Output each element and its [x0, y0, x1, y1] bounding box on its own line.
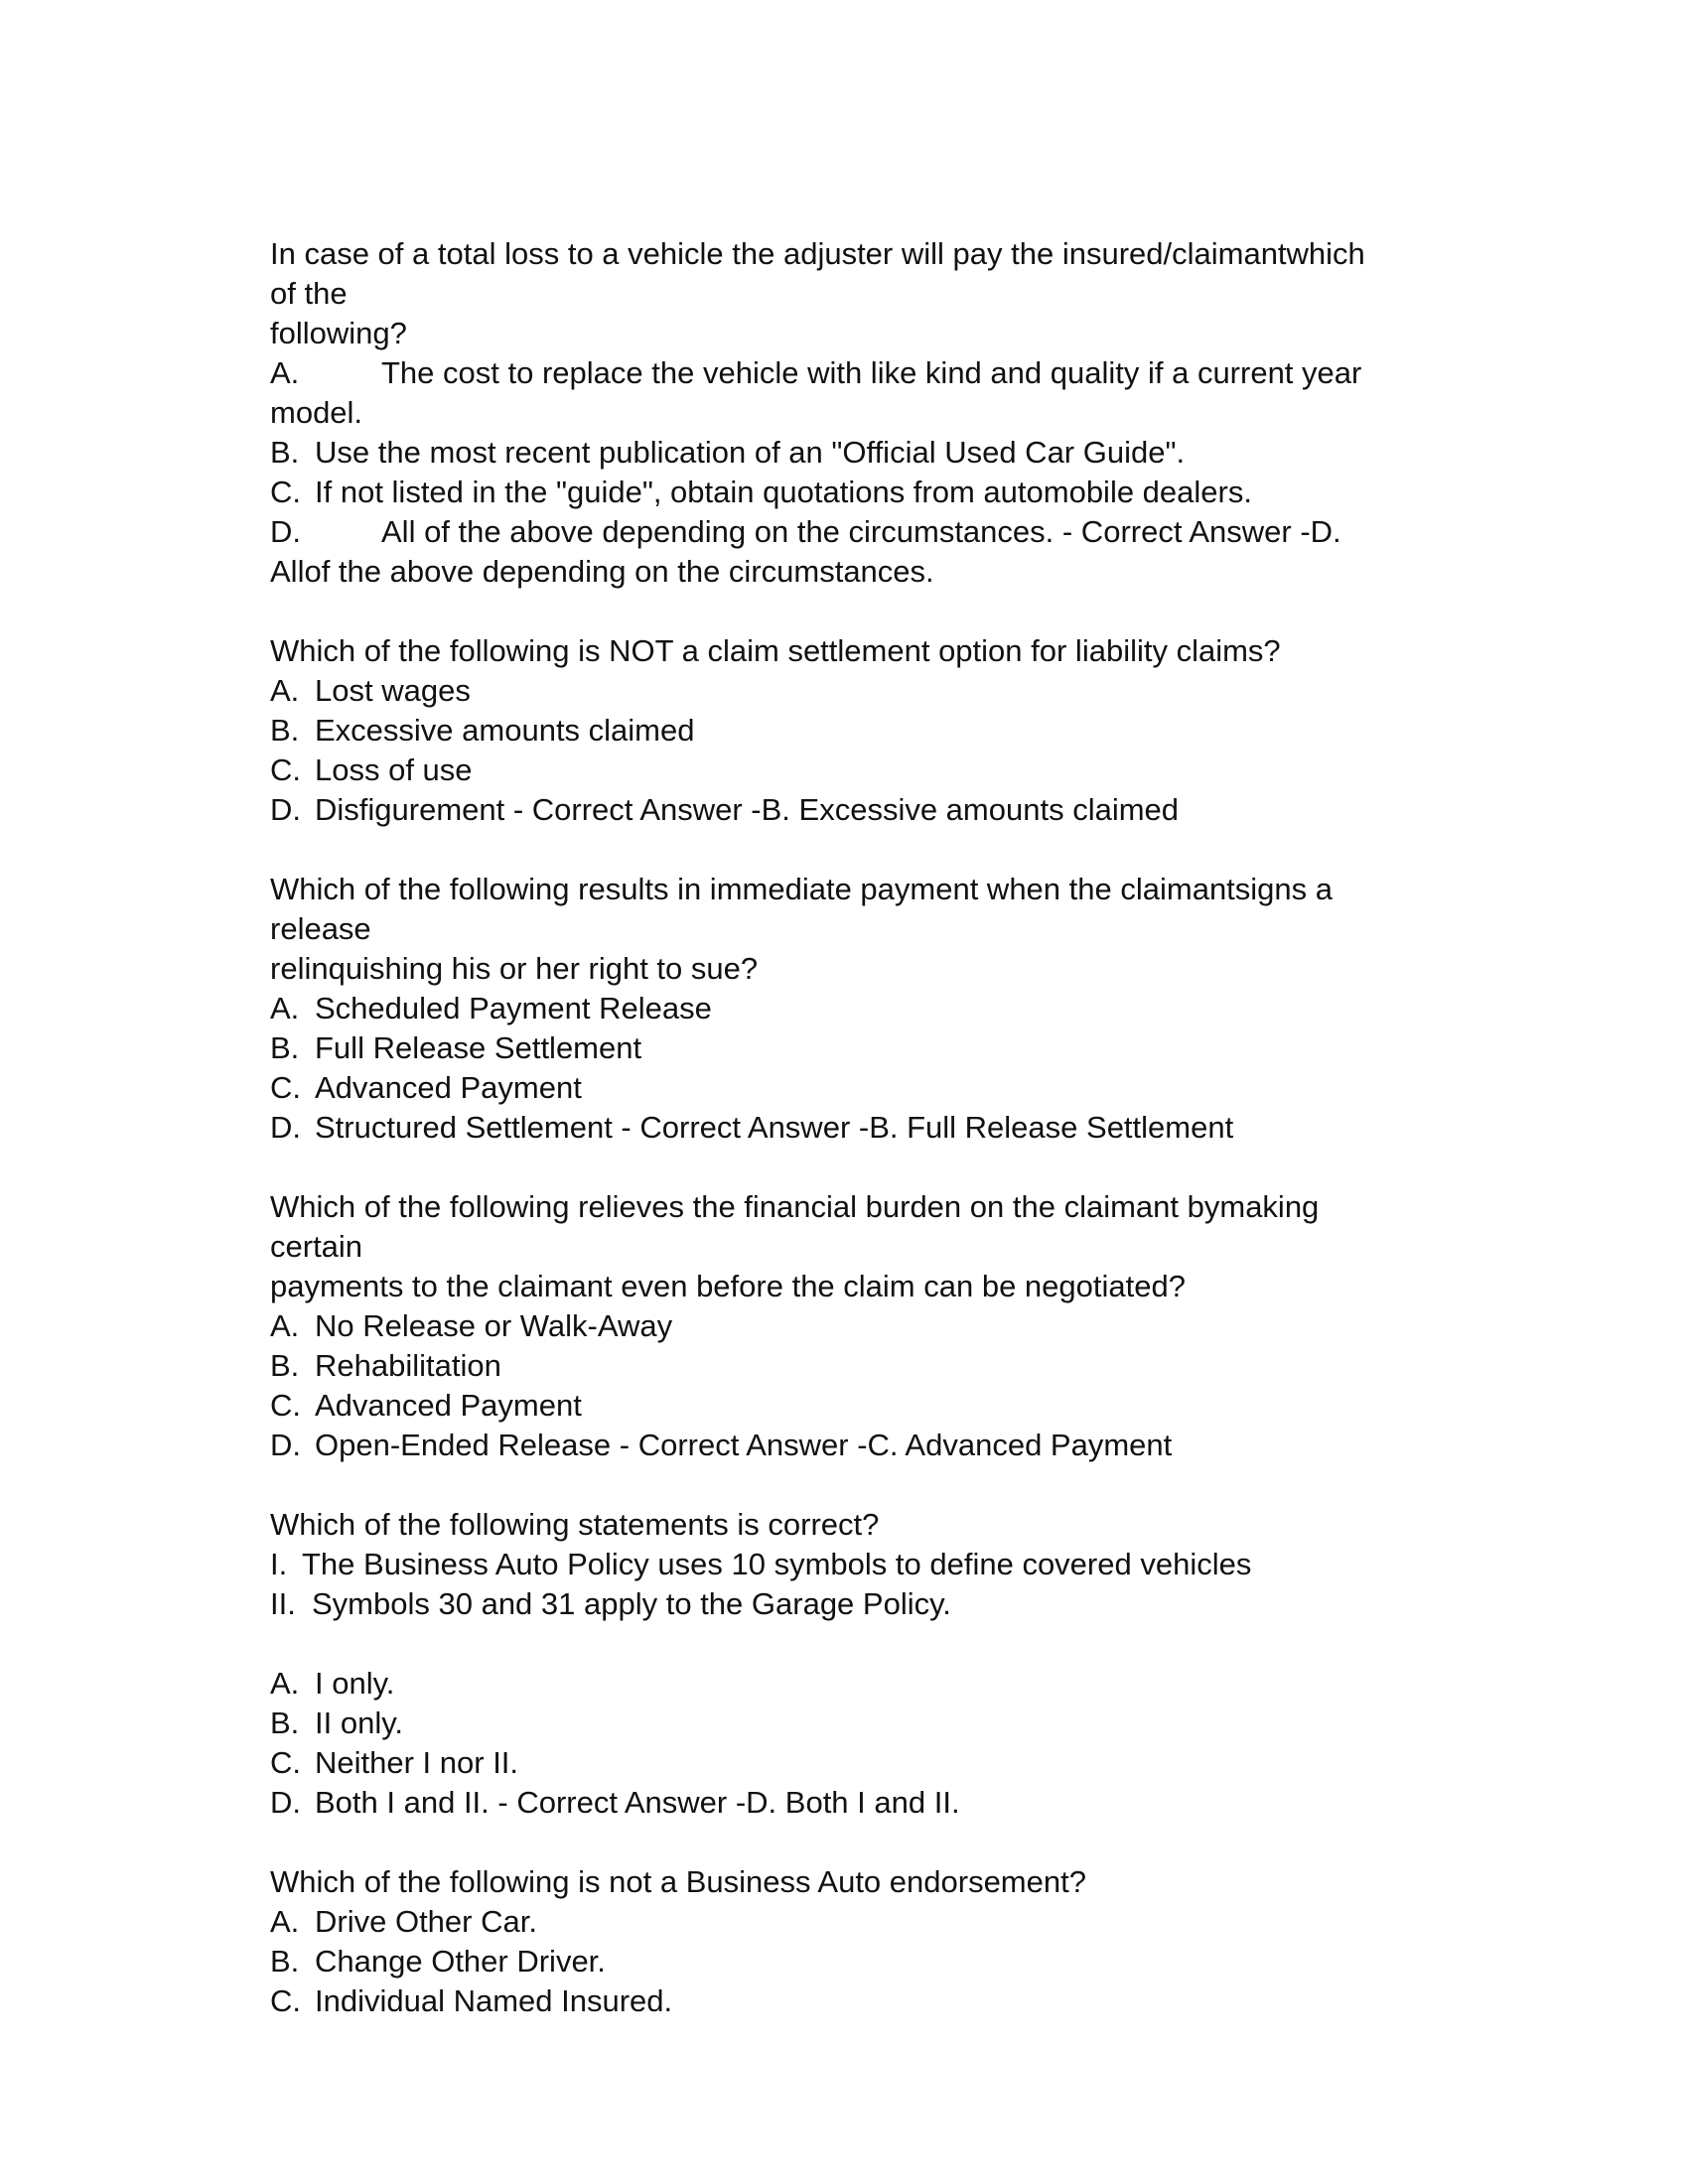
- option-letter: B.: [270, 435, 300, 470]
- option-text: All of the above depending on the circumstances. - Correct Answer -D.: [381, 514, 1341, 549]
- question-text-line: relinquishing his or her right to sue?: [270, 951, 759, 986]
- question-6: [270, 1862, 1462, 2021]
- option-letter: D.: [270, 1110, 301, 1145]
- answer-option-d: [270, 790, 1462, 830]
- question-text-line: payments to the claimant even before the claim can be negotiated?: [270, 1269, 1186, 1303]
- answer-option-a: [270, 989, 1462, 1028]
- question-text-line: Which of the following is not a Business Auto endorsement?: [270, 1864, 1086, 1899]
- answer-option-c: [270, 1743, 1462, 1783]
- option-letter: C.: [270, 1983, 301, 2018]
- answer-option-a: [270, 1664, 1462, 1704]
- statement-number: I.: [270, 1547, 288, 1581]
- option-letter: A.: [270, 991, 300, 1025]
- option-text: Use the most recent publication of an "Official Used Car Guide".: [315, 435, 1186, 470]
- option-text: Scheduled Payment Release: [315, 991, 712, 1025]
- option-text: Structured Settlement - Correct Answer -B. Full Release Settlement: [315, 1110, 1234, 1145]
- question-text-line: of the: [270, 276, 348, 311]
- answer-option-a: [270, 353, 1462, 393]
- question-5: [270, 1505, 1462, 1624]
- answer-option-a: [270, 671, 1462, 711]
- answer-option-b: [270, 1346, 1462, 1386]
- question-text-line: certain: [270, 1229, 363, 1264]
- option-letter: A.: [270, 673, 300, 708]
- option-text: Lost wages: [315, 673, 471, 708]
- option-letter: B.: [270, 1030, 300, 1065]
- question-text-line: Which of the following relieves the financial burden on the claimant bymaking: [270, 1189, 1320, 1224]
- option-letter: B.: [270, 1348, 300, 1383]
- option-letter: A.: [270, 1308, 300, 1343]
- answer-option-d: [270, 1426, 1462, 1465]
- option-letter: D.: [270, 1785, 301, 1820]
- answer-option-d: [270, 512, 1462, 552]
- question-text-line: Which of the following statements is correct?: [270, 1507, 880, 1542]
- answer-option-b: [270, 711, 1462, 751]
- option-text: Disfigurement - Correct Answer -B. Excessive amounts claimed: [315, 792, 1180, 827]
- option-text: If not listed in the "guide", obtain quotations from automobile dealers.: [315, 475, 1252, 509]
- option-text: Drive Other Car.: [315, 1904, 537, 1939]
- option-text: Advanced Payment: [315, 1070, 582, 1105]
- answer-option-c: [270, 1068, 1462, 1108]
- statement-ii: [270, 1584, 1462, 1624]
- option-text: Neither I nor II.: [315, 1745, 519, 1780]
- answer-option-a: [270, 1306, 1462, 1346]
- option-text: II only.: [315, 1706, 404, 1740]
- question-text-line: In case of a total loss to a vehicle the adjuster will pay the insured/claimantwhich: [270, 236, 1365, 271]
- option-letter: B.: [270, 1706, 300, 1740]
- answer-option-d: [270, 1783, 1462, 1823]
- answer-option-c: [270, 1981, 1462, 2021]
- question-text-line: Which of the following results in immediate payment when the claimantsigns a: [270, 872, 1334, 906]
- answer-option-b: [270, 1028, 1462, 1068]
- answer-option-c: [270, 473, 1462, 512]
- statement-text: Symbols 30 and 31 apply to the Garage Policy.: [312, 1586, 951, 1621]
- option-text: Loss of use: [315, 752, 473, 787]
- option-letter: A.: [270, 355, 300, 390]
- question-text-line: following?: [270, 316, 407, 350]
- statement-text: The Business Auto Policy uses 10 symbols to define covered vehicles: [302, 1547, 1252, 1581]
- answer-option-c: [270, 1386, 1462, 1426]
- option-text: Individual Named Insured.: [315, 1983, 673, 2018]
- answer-option-b: [270, 433, 1462, 473]
- option-letter: D.: [270, 514, 301, 549]
- option-text: Both I and II. - Correct Answer -D. Both I and II.: [315, 1785, 960, 1820]
- option-text: Change Other Driver.: [315, 1944, 606, 1979]
- question-2: [270, 631, 1462, 830]
- option-letter: C.: [270, 752, 301, 787]
- question-5-options: [270, 1664, 1462, 1823]
- option-text: The cost to replace the vehicle with like kind and quality if a current year: [381, 355, 1362, 390]
- option-letter: C.: [270, 1745, 301, 1780]
- option-letter: C.: [270, 475, 301, 509]
- option-letter: B.: [270, 1944, 300, 1979]
- option-letter: C.: [270, 1388, 301, 1423]
- question-text-line: Which of the following is NOT a claim settlement option for liability claims?: [270, 633, 1281, 668]
- option-text: model.: [270, 395, 363, 430]
- option-text: Allof the above depending on the circumstances.: [270, 554, 934, 589]
- option-letter: A.: [270, 1666, 300, 1701]
- answer-option-a: [270, 1902, 1462, 1942]
- option-letter: A.: [270, 1904, 300, 1939]
- answer-option-c: [270, 751, 1462, 790]
- answer-option-continuation: [270, 393, 1462, 433]
- option-text: Open-Ended Release - Correct Answer -C. Advanced Payment: [315, 1428, 1173, 1462]
- question-1: [270, 234, 1462, 592]
- statement-number: II.: [270, 1586, 296, 1621]
- option-letter: D.: [270, 1428, 301, 1462]
- answer-option-continuation: [270, 552, 1462, 592]
- answer-option-b: [270, 1942, 1462, 1981]
- question-3: [270, 870, 1462, 1148]
- answer-option-d: [270, 1108, 1462, 1148]
- statement-i: [270, 1545, 1462, 1584]
- option-text: Excessive amounts claimed: [315, 713, 695, 748]
- answer-option-b: [270, 1704, 1462, 1743]
- option-text: I only.: [315, 1666, 395, 1701]
- option-text: No Release or Walk-Away: [315, 1308, 673, 1343]
- option-letter: B.: [270, 713, 300, 748]
- document-page: [270, 234, 1462, 2021]
- option-text: Full Release Settlement: [315, 1030, 642, 1065]
- option-text: Rehabilitation: [315, 1348, 501, 1383]
- option-letter: C.: [270, 1070, 301, 1105]
- option-text: Advanced Payment: [315, 1388, 582, 1423]
- option-letter: D.: [270, 792, 301, 827]
- question-text-line: release: [270, 911, 371, 946]
- question-4: [270, 1187, 1462, 1465]
